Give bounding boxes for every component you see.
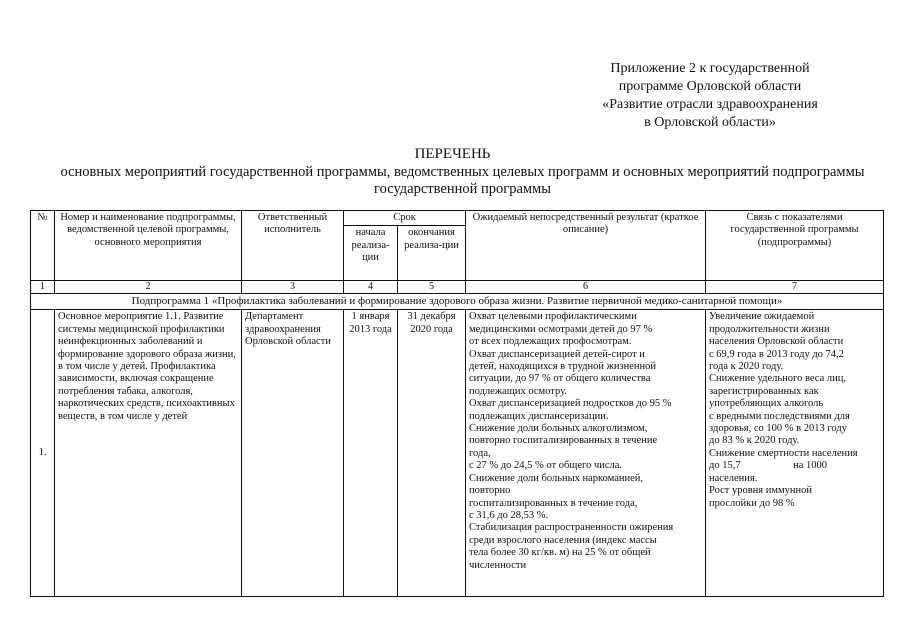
appendix-line: «Развитие отрасли здравоохранения (602, 97, 818, 112)
result-line: Охват диспансеризацией подростков до 95 % (469, 398, 672, 410)
link-line: прослойки до 98 % (709, 497, 795, 509)
result-line: ситуации, до 97 % от общего количества (469, 373, 651, 385)
result-line: среди взрослого населения (индекс массы (469, 534, 657, 546)
link-line: Увеличение ожидаемой (709, 311, 815, 323)
column-number: 4 (344, 281, 398, 294)
link-line: до 15,7 на 1000 (709, 460, 828, 472)
result-line: тела более 30 кг/кв. м) на 25 % от общей (469, 547, 651, 559)
document-title: ПЕРЕЧЕНЬ (414, 146, 491, 162)
appendix-line: программе Орловской области (618, 79, 802, 94)
column-number: 5 (398, 281, 466, 294)
measure-start: 1 января 2013 года (344, 310, 398, 597)
appendix-note (560, 60, 860, 132)
link-line: употребляющих алкоголь (709, 398, 824, 410)
header-executor: Ответственный исполнитель (242, 211, 344, 281)
header-term: Срок (344, 211, 466, 226)
measure-link (706, 310, 884, 597)
link-line: Рост уровня иммунной (709, 485, 813, 497)
result-line: подлежащих осмотру. (469, 385, 567, 397)
link-line: с 69,9 года в 2013 году до 74,2 (709, 348, 844, 360)
column-numbers-row (31, 281, 884, 294)
link-line: Снижение удельного веса лиц, (709, 373, 846, 385)
measure-end: 31 декабря 2020 года (398, 310, 466, 597)
measures-table (30, 210, 884, 597)
link-line: с вредными последствиями для (709, 410, 850, 422)
link-line: населения Орловской области (709, 336, 844, 348)
measure-name: Основное мероприятие 1.1. Развитие системы медицинской профилактики неинфекционных заболеваний и формирование здорового образа жизни, в том числе у детей. Профилактика зависимости, включая сокращение потребления табака, алкоголя, наркотических средств, психоактивных веществ, в том числе у детей (55, 310, 242, 597)
link-line: зарегистрированных как (709, 385, 819, 397)
header-no: № (31, 211, 55, 281)
result-line: повторно (469, 485, 511, 497)
result-line: госпитализированных в течение года, (469, 497, 638, 509)
result-line: Охват диспансеризацией детей-сирот и (469, 348, 645, 360)
result-line: года, (469, 447, 491, 459)
result-line: от всех подлежащих профосмотрам. (469, 336, 632, 348)
result-line: с 31,6 до 28,53 %. (469, 509, 549, 521)
result-line: подлежащих диспансеризации. (469, 410, 609, 422)
column-number: 1 (31, 281, 55, 294)
measure-result (466, 310, 706, 597)
column-number: 2 (55, 281, 242, 294)
result-line: с 27 % до 24,5 % от общего числа. (469, 460, 623, 472)
result-line: Снижение доли больных наркоманией, (469, 472, 644, 484)
header-link: Связь с показателями государственной программы (подпрограммы) (706, 211, 884, 281)
link-line: года к 2020 году. (709, 361, 784, 373)
link-line: здоровья, со 100 % в 2013 году (709, 423, 847, 435)
result-line: детей, находящихся в трудной жизненной (469, 361, 657, 373)
link-line: продолжительности жизни (709, 323, 830, 335)
header-end: окончания реализа-ции (398, 226, 466, 281)
column-number: 7 (706, 281, 884, 294)
row-number: 1. (31, 310, 55, 597)
link-line: Снижение смертности населения (709, 447, 858, 459)
result-line: медицинскими осмотрами детей до 97 % (469, 323, 653, 335)
result-line: численности (469, 559, 527, 571)
link-line: населения. (709, 472, 758, 484)
header-result: Ожидаемый непосредственный результат (краткое описание) (466, 211, 706, 281)
result-line: Снижение доли больных алкоголизмом, (469, 423, 648, 435)
measure-executor: Департамент здравоохранения Орловской области (242, 310, 344, 597)
result-line: Стабилизация распространенности ожирения (469, 522, 674, 534)
appendix-line: Приложение 2 к государственной (610, 61, 810, 76)
link-line: до 83 % к 2020 году. (709, 435, 800, 447)
result-line: Охват целевыми профилактическими (469, 311, 637, 323)
document-subtitle: основных мероприятий государственной программы, ведомственных целевых программ и основных мероприятий подпрограммы государственной программы (60, 164, 865, 197)
column-number: 3 (242, 281, 344, 294)
result-line: повторно госпитализированных в течение (469, 435, 658, 447)
appendix-line: в Орловской области» (644, 115, 776, 130)
column-number: 6 (466, 281, 706, 294)
header-name: Номер и наименование подпрограммы, ведомственной целевой программы, основного мероприятия (55, 211, 242, 281)
header-start: начала реализа-ции (344, 226, 398, 281)
table-row (31, 310, 884, 597)
header-row (31, 211, 884, 226)
subprogram-title: Подпрограмма 1 «Профилактика заболеваний и формирование здорового образа жизни. Развитие первичной медико-санитарной помощи» (31, 294, 884, 310)
subprogram-row (31, 294, 884, 310)
